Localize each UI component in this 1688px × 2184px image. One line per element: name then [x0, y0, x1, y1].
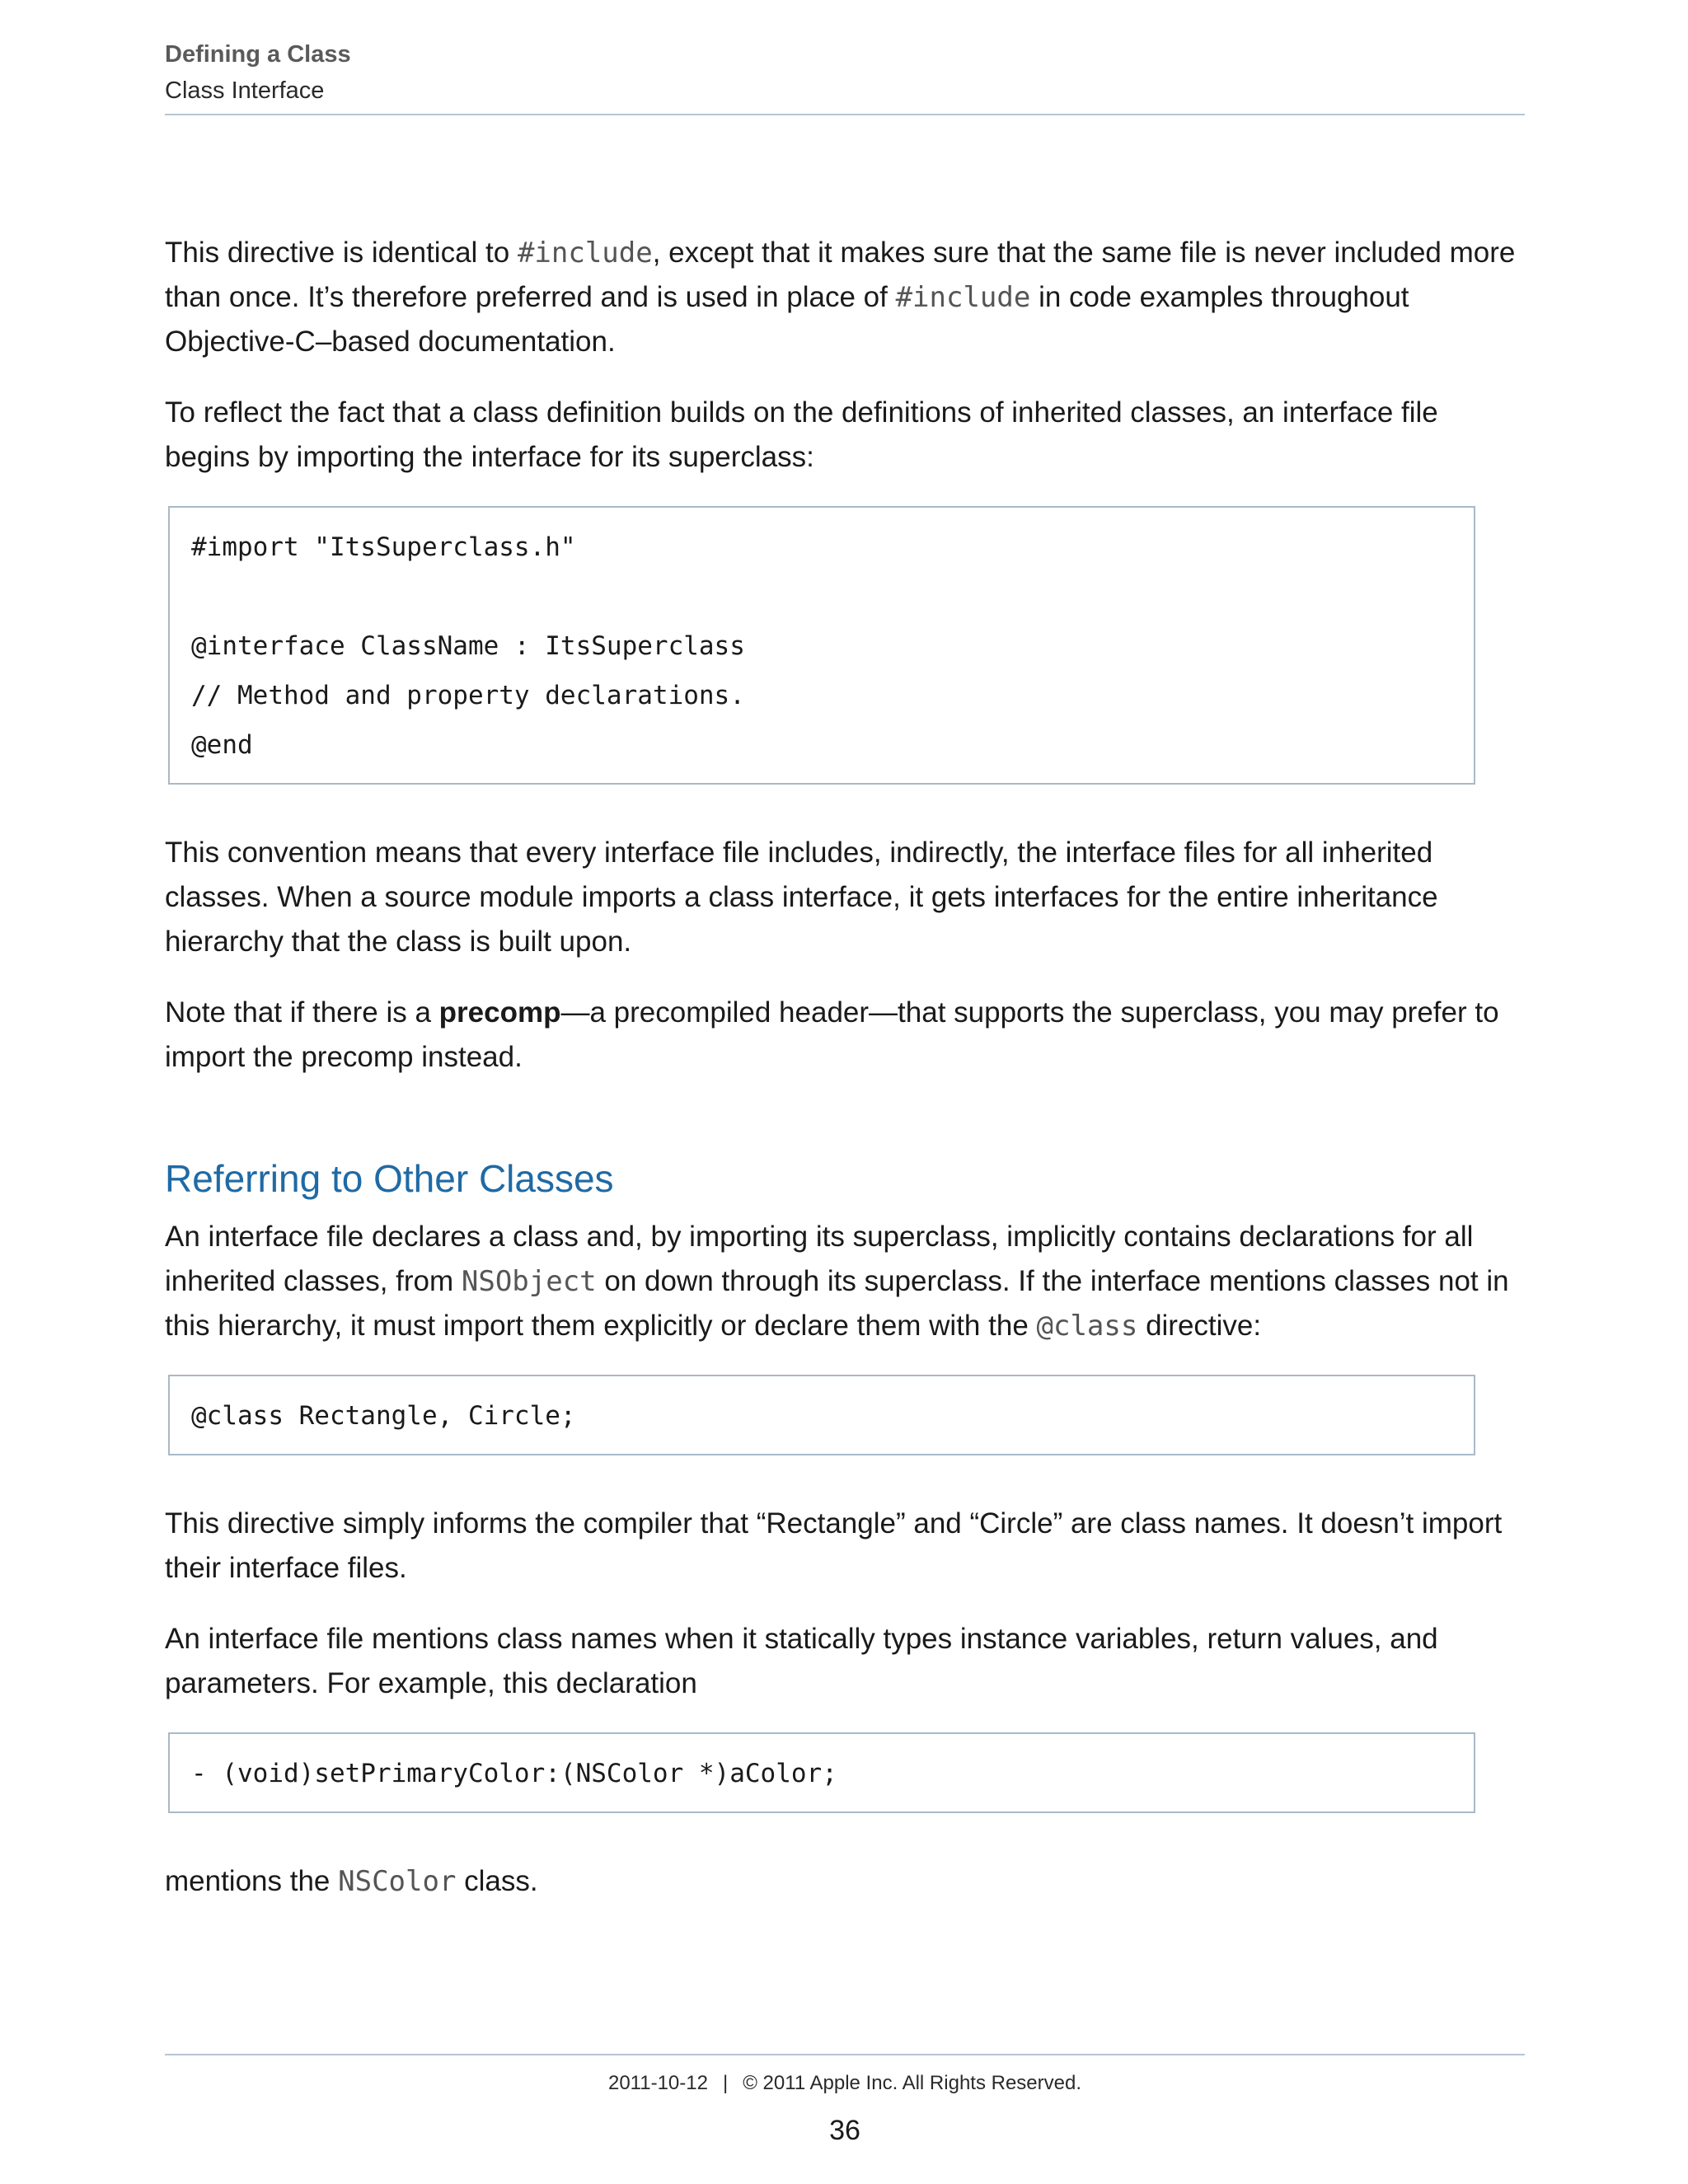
text-span: —a precompiled header—that supports the superclass, you may prefer to import the precomp instead. [165, 996, 1499, 1073]
paragraph-convention: This convention means that every interface file includes, indirectly, the interface files for all inherited classes. When a source module imports a class interface, it gets interfaces for the entire inheritance hierarchy that the class is built upon. [165, 837, 1438, 958]
section-heading: Referring to Other Classes [165, 1157, 614, 1200]
paragraph-superclass-import: To reflect the fact that a class definition builds on the definitions of inherited classes, an interface file begins by importing the interface for its superclass: [165, 396, 1438, 473]
footer-date: 2011-10-12 [607, 2072, 708, 2094]
footer-divider [165, 2054, 1525, 2055]
paragraph-class-names: An interface file mentions class names when it statically types instance variables, return values, and parameters. For example, this declaration [165, 1623, 1438, 1699]
main-content [165, 231, 1525, 1930]
paragraph-import-directive [165, 231, 1525, 364]
code-line: @end [191, 730, 253, 760]
code-block-class-directive [168, 1375, 1475, 1455]
code-block-interface [168, 506, 1475, 785]
paragraph-precomp [165, 991, 1525, 1080]
header-divider [165, 114, 1525, 115]
text-span: Note that if there is a [165, 996, 439, 1029]
paragraph-mentions-nscolor [165, 1859, 1525, 1904]
section-title: Class Interface [165, 77, 325, 104]
running-header [165, 36, 1525, 109]
paragraph-directive-informs: This directive simply informs the compiler that “Rectangle” and “Circle” are class names. It doesn’t import their interface files. [165, 1507, 1503, 1584]
text-span: This directive is identical to [165, 237, 518, 269]
text-span: on down through its superclass. If the interface mentions classes not in this hierarchy, it must import them explicitly or declare them with the [165, 1265, 1509, 1342]
inline-code-nscolor: NSColor [338, 1865, 457, 1898]
paragraph-other-classes [165, 1215, 1525, 1348]
text-span: directive: [1137, 1310, 1262, 1342]
code-line: @class Rectangle, Circle; [191, 1401, 576, 1431]
text-span: in code examples throughout Objective-C–based documentation. [165, 281, 1409, 358]
inline-code-nsobject: NSObject [461, 1265, 597, 1298]
code-line: #import "ItsSuperclass.h" [191, 532, 576, 562]
page-number: 36 [829, 2115, 860, 2146]
bold-term-precomp: precomp [438, 996, 561, 1029]
chapter-title: Defining a Class [165, 41, 351, 68]
inline-code-include: #include [895, 281, 1031, 314]
code-line: // Method and property declarations. [191, 681, 745, 710]
inline-code-class: @class [1036, 1310, 1138, 1343]
inline-code-include: #include [517, 237, 653, 269]
code-block-declaration [168, 1732, 1475, 1813]
footer-copyright: © 2011 Apple Inc. All Rights Reserved. [743, 2072, 1082, 2094]
code-line: - (void)setPrimaryColor:(NSColor *)aColor; [191, 1759, 837, 1788]
text-span: , except that it makes sure that the same file is never included more than once. It’s therefore preferred and is used in place of [165, 237, 1516, 313]
page-footer [165, 2067, 1525, 2100]
text-span: mentions the [165, 1865, 339, 1897]
code-line: @interface ClassName : ItsSuperclass [191, 631, 745, 661]
document-page [165, 0, 1525, 2184]
footer-separator: | [722, 2072, 729, 2094]
text-span: An interface file declares a class and, by importing its superclass, implicitly contains declarations for all inherited classes, from [165, 1221, 1474, 1297]
code-line [191, 572, 1452, 621]
text-span: class. [456, 1865, 538, 1897]
